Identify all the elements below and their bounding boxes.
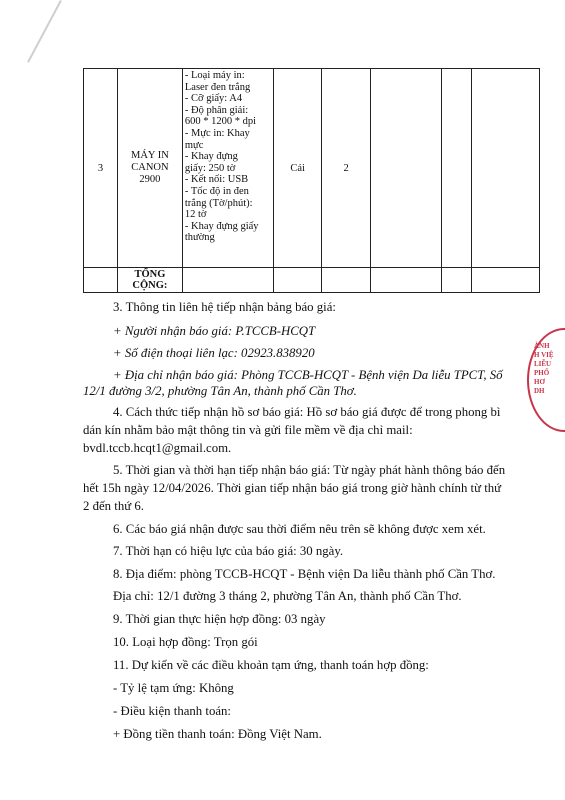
stamp-seal-text [534, 342, 554, 396]
empty-cell [471, 268, 539, 293]
stamp-text-line: HƠ [534, 378, 545, 386]
item-name-cell [117, 69, 182, 268]
section-4-line: 4. Cách thức tiếp nhận hồ sơ báo giá: Hồ sơ báo giá được để trong phong bì [113, 405, 501, 419]
equipment-table [83, 68, 540, 293]
spec-line: - Cỡ giấy: A4 [184, 93, 243, 105]
empty-cell [371, 69, 441, 268]
empty-cell [371, 268, 441, 293]
spec-line: giấy: 250 tờ [184, 162, 236, 174]
section-5-line: 5. Thời gian và thời hạn tiếp nhận báo giá: Từ ngày phát hành thông báo đến [113, 463, 506, 477]
total-row [84, 268, 540, 293]
phone-line: + Số điện thoại liên lạc: 02923.838920 [113, 346, 315, 360]
section-8: 8. Địa điểm: phòng TCCB-HCQT - Bệnh viện Da liễu thành phố Cần Thơ. [113, 567, 496, 581]
empty-cell [274, 268, 322, 293]
spec-line: - Tốc độ in đen [184, 185, 249, 197]
section-4-email: bvdl.tccb.hcqt1@gmail.com. [83, 441, 232, 455]
total-label-line: TỔNG [134, 269, 166, 280]
section-11: 11. Dự kiến về các điều khoản tạm ứng, thanh toán hợp đồng: [113, 658, 429, 672]
section-8-address: Địa chỉ: 12/1 đường 3 tháng 2, phường Tân An, thành phố Cần Thơ. [113, 589, 462, 603]
section-5-line: hết 15h ngày 12/04/2026. Thời gian tiếp nhận báo giá trong giờ hành chính từ thứ [83, 481, 502, 495]
section-4-line: dán kín nhằm bảo mật thông tin và gửi file mềm về địa chỉ mail: [83, 423, 413, 437]
stamp-text-line: PHỐ [534, 369, 550, 377]
section-6: 6. Các báo giá nhận được sau thời điểm nêu trên sẽ không được xem xét. [113, 522, 486, 536]
address-line: + Địa chỉ nhận báo giá: Phòng TCCB-HCQT - Bệnh viện Da liễu TPCT, Số [113, 368, 503, 382]
section-5-line: 2 đến thứ 6. [83, 499, 144, 513]
item-name-line: 2900 [139, 174, 161, 185]
spec-line: thường [184, 232, 215, 244]
stamp-text-line: DH [534, 387, 545, 395]
empty-cell [182, 268, 273, 293]
empty-cell [84, 268, 118, 293]
total-label-cell [117, 268, 182, 293]
row-number-cell: 3 [84, 69, 118, 268]
spec-line: - Độ phân giải: [184, 104, 249, 116]
spec-line: - Khay đựng [184, 151, 238, 163]
total-label-line: CỘNG: [132, 280, 168, 291]
item-name-line: MÁY IN [130, 150, 169, 161]
empty-cell [441, 268, 471, 293]
section-7: 7. Thời hạn có hiệu lực của báo giá: 30 ngày. [113, 544, 344, 558]
stamp-text-line: ÀNH [534, 342, 550, 350]
advance-rate-line: - Tỷ lệ tạm ứng: Không [113, 681, 234, 695]
address-line: 12/1 đường 3/2, phường Tân An, thành phố Cần Thơ. [83, 384, 357, 398]
table-row [84, 69, 540, 268]
item-name-line: CANON [131, 162, 169, 173]
page-fold-mark [27, 0, 62, 63]
spec-line: - Mực in: Khay [184, 127, 250, 139]
spec-line: mực [184, 139, 204, 151]
empty-cell [471, 69, 539, 268]
spec-line: 600 * 1200 * dpi [184, 116, 257, 128]
stamp-text-line: H VIỆ [534, 351, 554, 359]
spec-line: - Kết nối: USB [184, 174, 249, 186]
stamp-text-line: LIỄU [534, 360, 552, 368]
section-9: 9. Thời gian thực hiện hợp đồng: 03 ngày [113, 612, 326, 626]
spec-line: - Loại máy in: [184, 70, 245, 81]
empty-cell [441, 69, 471, 268]
spec-line: trắng (Tờ/phút): [184, 197, 253, 209]
spec-line: 12 tờ [184, 209, 207, 221]
spec-line: - Khay đựng giấy [184, 220, 259, 232]
item-spec-cell [182, 69, 273, 268]
empty-cell [321, 268, 370, 293]
receiver-line: + Người nhận báo giá: P.TCCB-HCQT [113, 324, 316, 338]
payment-currency-line: + Đồng tiền thanh toán: Đồng Việt Nam. [113, 727, 322, 741]
section-10: 10. Loại hợp đồng: Trọn gói [113, 635, 258, 649]
quantity-cell: 2 [321, 69, 370, 268]
section-3-title: 3. Thông tin liên hệ tiếp nhận bảng báo giá: [113, 300, 336, 314]
payment-condition-line: - Điều kiện thanh toán: [113, 704, 231, 718]
unit-cell: Cái [274, 69, 322, 268]
spec-line: Laser đen trắng [184, 81, 251, 93]
